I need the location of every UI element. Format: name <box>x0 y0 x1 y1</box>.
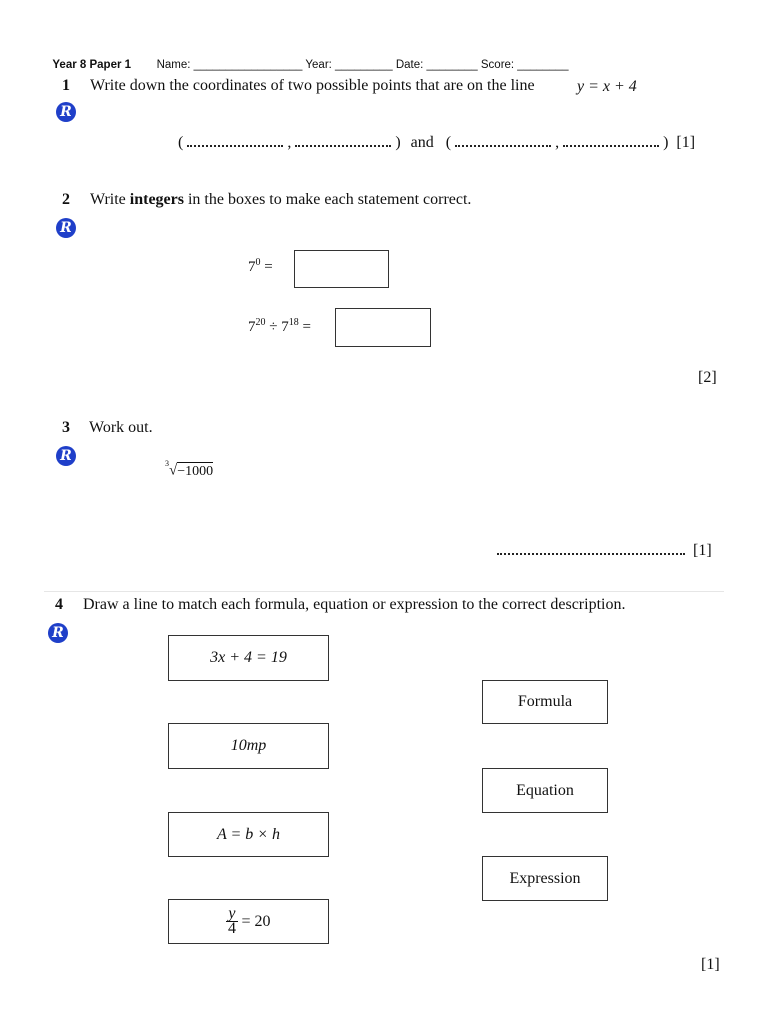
q1-y1-answer[interactable] <box>295 135 391 147</box>
q3-text: Work out. <box>89 419 153 436</box>
q2-marks: [2] <box>698 369 717 386</box>
q1-text: Write down the coordinates of two possible points that are on the line <box>90 77 535 94</box>
q3-number: 3 <box>62 419 70 436</box>
q4-right-item-formula[interactable]: Formula <box>482 680 608 724</box>
logo-icon: R <box>48 623 68 643</box>
fraction: $\frac{y}{4}$ <box>227 905 236 937</box>
q4-left-item-fraction[interactable]: $\frac{y}{4}$ = 20 <box>168 899 329 944</box>
section-divider <box>44 591 724 592</box>
q1-paren-open-1: ( <box>178 134 184 151</box>
date-field[interactable]: Date: ________ <box>395 59 478 71</box>
q1-answer-line <box>178 134 695 152</box>
q2-answer-box-2[interactable] <box>335 308 431 347</box>
logo-icon: R <box>56 218 76 238</box>
score-field[interactable]: Score: ________ <box>480 59 569 71</box>
q1-number: 1 <box>62 77 70 94</box>
q1-comma-2: , <box>555 134 560 151</box>
q4-marks: [1] <box>701 956 720 973</box>
q4-left-item-equation-expr[interactable]: 3x + 4 = 19 <box>168 635 329 681</box>
q1-marks: [1] <box>676 134 696 151</box>
name-field[interactable]: Name: _________________ <box>156 59 303 71</box>
paper-header <box>46 47 568 71</box>
radicand: −1000 <box>177 463 214 479</box>
q1-x2-answer[interactable] <box>455 135 551 147</box>
q3-answer-line <box>497 542 712 560</box>
q1-y2-answer[interactable] <box>563 135 659 147</box>
q1-and: and <box>410 134 434 151</box>
q3-marks: [1] <box>693 542 712 559</box>
root-index: 3 <box>165 459 169 468</box>
q4-text: Draw a line to match each formula, equation or expression to the correct description. <box>83 596 626 613</box>
q4-left-item-formula[interactable]: A = b × h <box>168 812 329 857</box>
q2-statement-2: $7^{20} \div 7^{18}$ = <box>248 317 311 335</box>
q1-paren-close-1: ) <box>395 134 401 151</box>
year-field[interactable]: Year: _________ <box>305 59 393 71</box>
q3-answer[interactable] <box>497 543 685 555</box>
q4-right-item-expression[interactable]: Expression <box>482 856 608 901</box>
q1-equation: y = x + 4 <box>577 78 637 95</box>
q2-statement-1: $7^0$ = <box>248 257 273 275</box>
q4-left-item-expression[interactable]: 10mp <box>168 723 329 769</box>
q1-x1-answer[interactable] <box>187 135 283 147</box>
paper-title: Year 8 Paper 1 <box>52 59 132 71</box>
logo-icon: R <box>56 446 76 466</box>
q3-cube-root: $^3$√−1000 <box>165 459 214 479</box>
q4-right-item-equation[interactable]: Equation <box>482 768 608 813</box>
q1-paren-open-2: ( <box>445 134 452 151</box>
q2-text: Write integers in the boxes to make each statement correct. <box>90 191 472 208</box>
q2-answer-box-1[interactable] <box>294 250 389 288</box>
q2-number: 2 <box>62 191 70 208</box>
q1-paren-close-2: ) <box>663 134 669 151</box>
logo-icon: R <box>56 102 76 122</box>
q1-comma-1: , <box>287 134 292 151</box>
q4-number: 4 <box>55 596 63 613</box>
